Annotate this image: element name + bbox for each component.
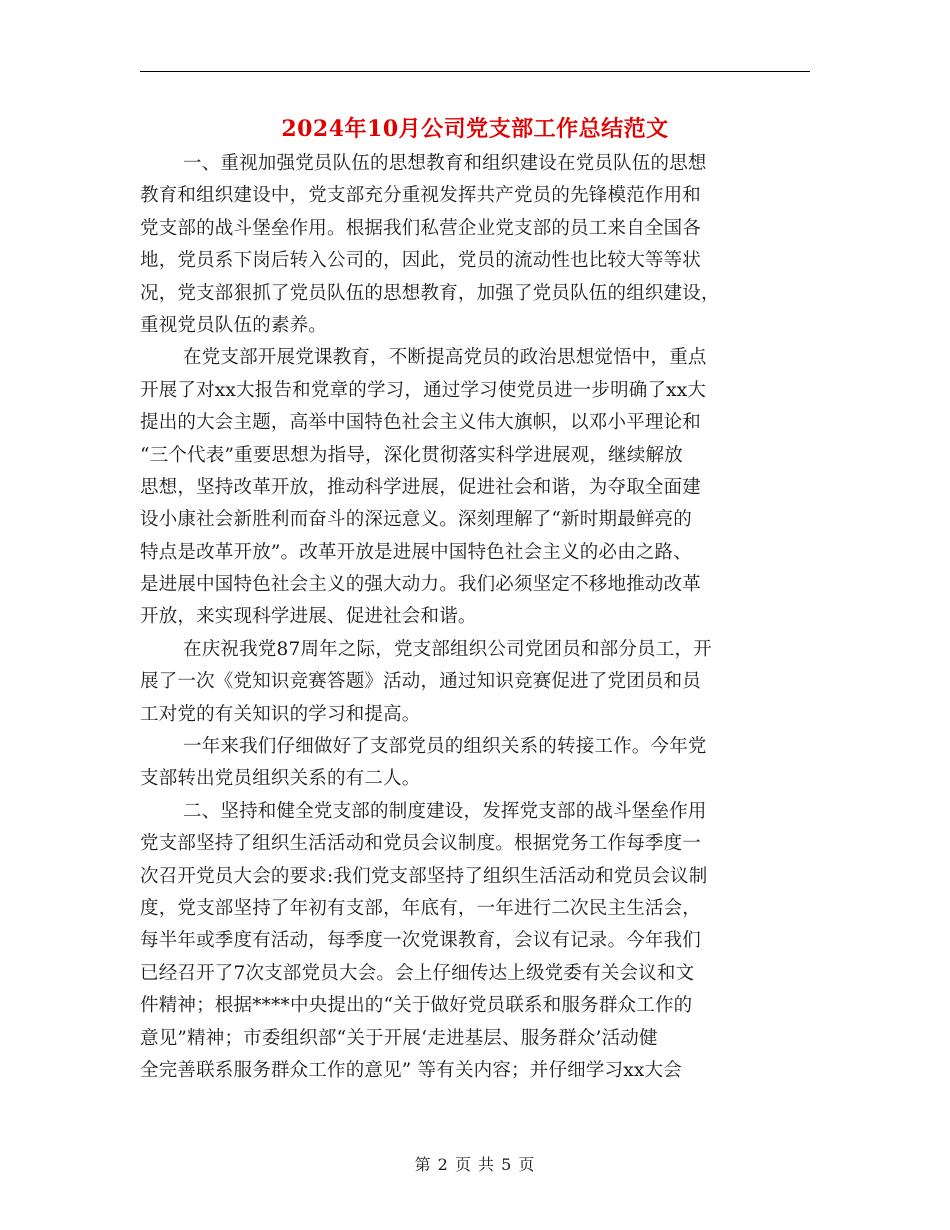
text-line: 一年来我们仔细做好了支部党员的组织关系的转接工作。今年党 [183, 736, 707, 758]
document-body [140, 148, 796, 1087]
text-line: 况，党支部狠抓了党员队伍的思想教育，加强了党员队伍的组织建设， [140, 282, 720, 304]
text-line: 党支部坚持了组织生活活动和党员会议制度。根据党务工作每季度一 [140, 833, 702, 855]
text-line: 展了一次《党知识竞赛答题》活动，通过知识竞赛促进了党团员和员 [140, 671, 702, 693]
document-title: 2024年10月公司党支部工作总结范文 [281, 116, 669, 142]
text-line: 全完善联系服务群众工作的意见” 等有关内容；并仔细学习xx大会 [140, 1059, 682, 1081]
text-line: 特点是改革开放”。改革开放是进展中国特色社会主义的必由之路、 [140, 541, 692, 563]
text-line: 地，党员系下岗后转入公司的，因此，党员的流动性也比较大等等状 [140, 250, 702, 272]
text-line: 提出的大会主题，高举中国特色社会主义伟大旗帜，以邓小平理论和 [140, 412, 702, 434]
text-line: 每半年或季度有活动，每季度一次党课教育，会议有记录。今年我们 [140, 930, 702, 952]
text-line: 设小康社会新胜利而奋斗的深远意义。深刻理解了“新时期最鲜亮的 [140, 509, 692, 531]
text-line: 次召开党员大会的要求:我们党支部坚持了组织生活活动和党员会议制 [140, 865, 708, 887]
text-line: 开放，来实现科学进展、促进社会和谐。 [140, 606, 477, 628]
text-line: 已经召开了7次支部党员大会。会上仔细传达上级党委有关会议和文 [140, 962, 695, 984]
text-line: 度，党支部坚持了年初有支部，年底有，一年进行二次民主生活会， [140, 897, 702, 919]
page-number: 第 2 页 共 5 页 [414, 1155, 536, 1174]
text-line: 思想，坚持改革开放，推动科学进展，促进社会和谐，为夺取全面建 [140, 476, 702, 498]
text-line: 意见”精神；市委组织部“关于开展‘走进基层、服务群众’活动健 [140, 1027, 658, 1049]
header-rule [140, 71, 810, 72]
text-line: 一、重视加强党员队伍的思想教育和组织建设在党员队伍的思想 [183, 153, 707, 174]
text-line: 是进展中国特色社会主义的强大动力。我们必须坚定不移地推动改革 [140, 574, 702, 596]
text-line: 重视党员队伍的素养。 [140, 314, 328, 336]
text-line: 在庆祝我党87周年之际，党支部组织公司党团员和部分员工，开 [183, 638, 712, 660]
text-line: 工对党的有关知识的学习和提高。 [140, 703, 421, 725]
text-line: “三个代表”重要思想为指导，深化贯彻落实科学进展观，继续解放 [140, 444, 683, 466]
text-line: 开展了对xx大报告和党章的学习，通过学习使党员进一步明确了xx大 [140, 379, 707, 401]
text-line: 教育和组织建设中，党支部充分重视发挥共产党员的先锋模范作用和 [140, 185, 702, 207]
text-line: 二、坚持和健全党支部的制度建设，发挥党支部的战斗堡垒作用 [183, 800, 707, 822]
text-line: 支部转出党员组织关系的有二人。 [140, 768, 421, 790]
text-line: 件精神；根据****中央提出的“关于做好党员联系和服务群众工作的 [140, 995, 693, 1017]
text-line: 党支部的战斗堡垒作用。根据我们私营企业党支部的员工来自全国各 [140, 217, 702, 239]
text-line: 在党支部开展党课教育，不断提高党员的政治思想觉悟中，重点 [183, 347, 707, 369]
